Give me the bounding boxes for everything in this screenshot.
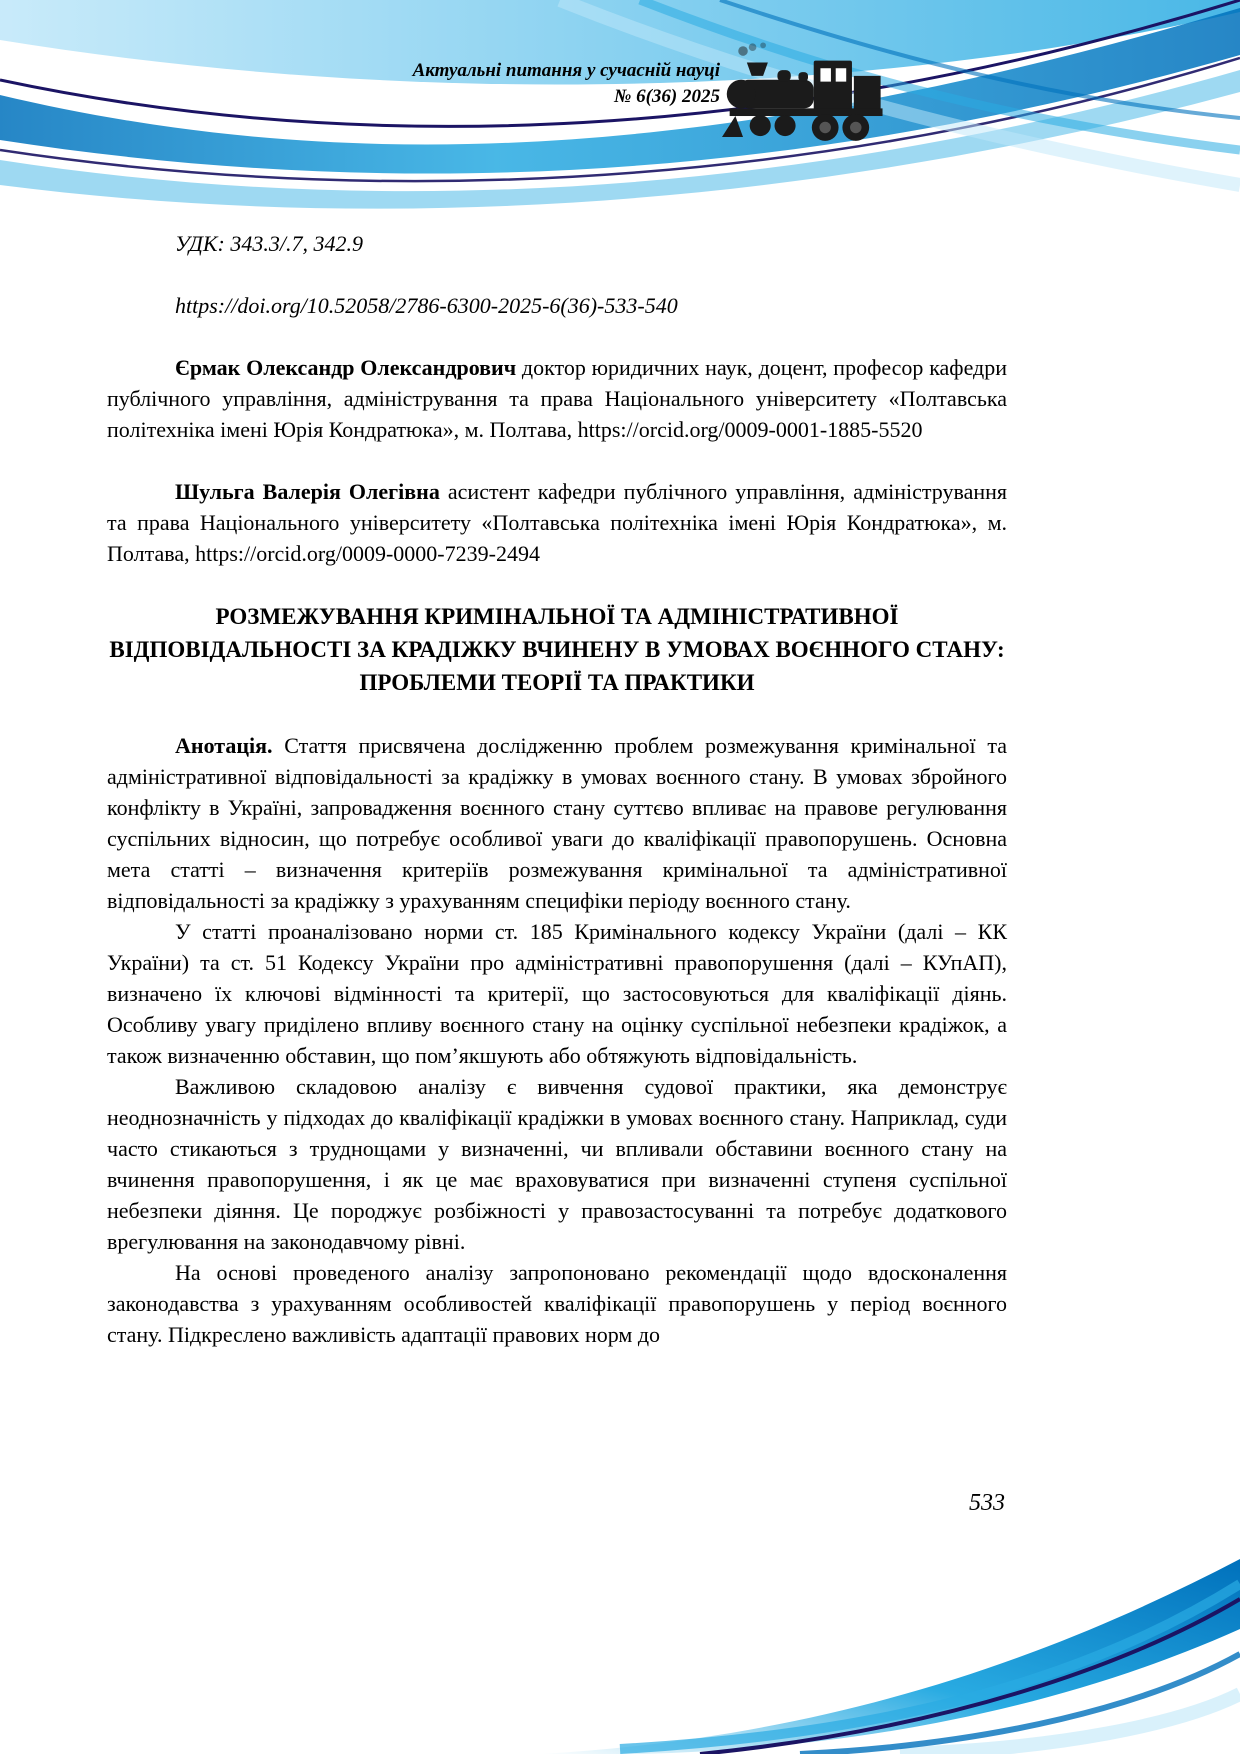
- author-block-1: [107, 352, 1007, 445]
- journal-issue: № 6(36) 2025: [613, 86, 720, 107]
- article-body: [107, 228, 1007, 1350]
- journal-header: [360, 58, 720, 110]
- author-name: Єрмак Олександр Олександрович: [175, 355, 517, 380]
- author-affiliation: асистент кафедри публічного управління, адміністрування та права Національного університету «Полтавська політехніка імені Юрія Кондратюка», м. Полтава,: [107, 479, 1008, 566]
- article-title: РОЗМЕЖУВАННЯ КРИМІНАЛЬНОЇ ТА АДМІНІСТРАТИВНОЇ ВІДПОВІДАЛЬНОСТІ ЗА КРАДІЖКУ ВЧИНЕНУ В УМОВАХ ВОЄННОГО СТАНУ: ПРОБЛЕМИ ТЕОРІЇ ТА ПРАКТИКИ: [109, 604, 1005, 695]
- paragraph: У статті проаналізовано норми ст. 185 Кримінального кодексу України (далі – КК України) та ст. 51 Кодексу України про адміністративні правопорушення (далі – КУпАП), визначено їх ключові відмінності та критерії, що застосовуються для кваліфікації діянь. Особливу увагу приділено впливу воєнного стану на оцінку суспільної небезпеки крадіжок, а також визначенню обставин, що пом’якшують або обтяжують відповідальність.: [107, 919, 1007, 1068]
- abstract-text: Стаття присвячена дослідженню проблем розмежування кримінальної та адміністративної відповідальності за крадіжку в умовах воєнного стану. В умовах збройного конфлікту в Україні, запровадження воєнного стану суттєво впливає на правове регулювання суспільних відносин, що потребує особливої уваги до кваліфікації правопорушень. Основна мета статті – визначення критеріїв розмежування кримінальної та адміністративної відповідальності за крадіжку з урахуванням специфіки періоду воєнного стану.: [107, 733, 1007, 913]
- locomotive-silhouette: [722, 42, 883, 140]
- page-number: 533: [969, 1490, 1005, 1516]
- doi-link[interactable]: https://doi.org/10.52058/2786-6300-2025-6(36)-533-540: [175, 293, 678, 318]
- abstract-paragraph: [107, 730, 1007, 916]
- journal-title: Актуальні питання у сучасній науці: [412, 60, 720, 81]
- bottom-wave-paths: [540, 1559, 1240, 1754]
- udc-code: УДК: 343.3/.7, 342.9: [175, 231, 363, 256]
- paragraph: Важливою складовою аналізу є вивчення судової практики, яка демонструє неоднозначність у підходах до кваліфікації крадіжки в умовах воєнного стану. Наприклад, суди часто стикаються з труднощами у визначенні, чи впливали обставини воєнного стану на вчинення правопорушення, і як це має враховуватися при визначенні ступеня суспільної небезпеки діяння. Це породжує розбіжності у правозастосуванні та потребує додаткового врегулювання на законодавчому рівні.: [107, 1074, 1007, 1254]
- author-affiliation: доктор юридичних наук, доцент, професор кафедри публічного управління, адміністрування та права Національного університету «Полтавська політехніка імені Юрія Кондратюка», м. Полтава,: [107, 355, 1008, 442]
- bottom-wave-decoration: [0, 1544, 1240, 1754]
- author-name: Шульга Валерія Олегівна: [175, 479, 440, 504]
- train-logo-icon: [722, 36, 894, 154]
- paragraph: На основі проведеного аналізу запропоновано рекомендації щодо вдосконалення законодавства з урахуванням особливостей кваліфікації правопорушень у період воєнного стану. Підкреслено важливість адаптації правових норм до: [107, 1260, 1007, 1347]
- orcid-link[interactable]: https://orcid.org/0009-0000-7239-2494: [195, 541, 540, 566]
- orcid-link[interactable]: https://orcid.org/0009-0001-1885-5520: [577, 417, 923, 442]
- abstract-label: Анотація.: [175, 733, 273, 758]
- author-block-2: [107, 476, 1007, 569]
- top-wave-decoration: [0, 0, 1240, 220]
